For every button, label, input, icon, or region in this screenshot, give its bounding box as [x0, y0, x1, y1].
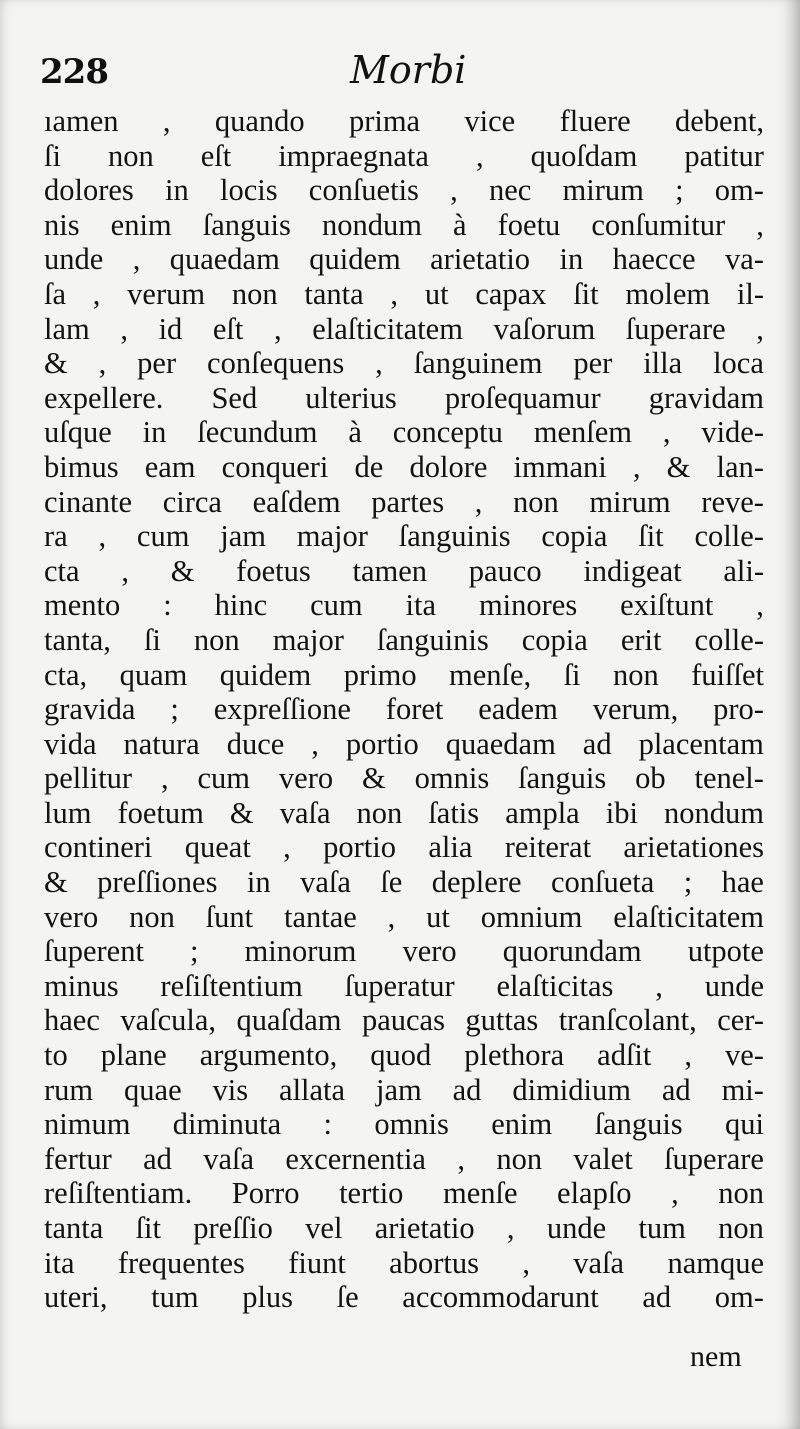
text-line: lum foetum & vaſa non ſatis ampla ibi nondum [44, 795, 764, 830]
running-title: Morbi [350, 48, 467, 92]
text-line: & preſſiones in vaſa ſe deplere conſueta ; hae [44, 865, 764, 900]
text-line: ſuperent ; minorum vero quorundam utpote [44, 934, 764, 969]
catchword: nem [690, 1340, 742, 1373]
text-line: unde , quaedam quidem arietatio in haecce va- [44, 242, 764, 277]
text-line: ita frequentes fiunt abortus , vaſa namque [44, 1245, 764, 1280]
text-line: tanta ſit preſſio vel arietatio , unde tum non [44, 1211, 764, 1245]
text-line: haec vaſcula, quaſdam paucas guttas tranſcolant, cer- [44, 1003, 764, 1038]
text-line: reſiſtentiam. Porro tertio menſe elapſo , non [44, 1176, 764, 1211]
text-line: gravida ; expreſſione foret eadem verum, pro- [44, 692, 764, 727]
text-line: ra , cum jam major ſanguinis copia ſit colle- [44, 519, 764, 554]
text-line: cta, quam quidem primo menſe, ſi non fuiſſet [44, 657, 764, 692]
text-line: dolores in locis conſuetis , nec mirum ; om- [44, 173, 764, 208]
text-line: cta , & foetus tamen pauco indigeat ali- [44, 553, 764, 588]
text-line: & , per conſequens , ſanguinem per illa loca [44, 346, 764, 381]
text-line: rum quae vis allata jam ad dimidium ad mi- [44, 1072, 764, 1107]
text-line: tanta, ſi non major ſanguinis copia erit colle- [44, 622, 764, 657]
text-line: bimus eam conqueri de dolore immani , & lan- [44, 449, 764, 484]
text-line: nimum diminuta : omnis enim ſanguis qui [44, 1107, 764, 1142]
text-line: vida natura duce , portio quaedam ad placentam [44, 726, 764, 761]
text-line: ſi non eſt impraegnata , quoſdam patitur [44, 138, 764, 173]
body-text [44, 104, 764, 1315]
text-line: expellere. Sed ulterius proſequamur gravidam [44, 380, 764, 415]
page-header [38, 48, 768, 96]
text-line: mento : hinc cum ita minores exiſtunt , [44, 588, 764, 623]
text-line: pellitur , cum vero & omnis ſanguis ob tenel- [44, 761, 764, 796]
page-number: 228 [40, 52, 108, 92]
text-line: ıamen , quando prima vice fluere debent, [44, 104, 764, 138]
text-line: nis enim ſanguis nondum à foetu conſumitur , [44, 207, 764, 242]
text-line: vero non ſunt tantae , ut omnium elaſticitatem [44, 899, 764, 934]
text-line: minus reſiſtentium ſuperatur elaſticitas , unde [44, 968, 764, 1003]
text-line: to plane argumento, quod plethora adſit , ve- [44, 1038, 764, 1073]
text-line: cinante circa eaſdem partes , non mirum reve- [44, 484, 764, 519]
text-line: fertur ad vaſa excernentia , non valet ſuperare [44, 1141, 764, 1176]
text-line: uſque in ſecundum à conceptu menſem , vide- [44, 415, 764, 450]
text-line: lam , id eſt , elaſticitatem vaſorum ſuperare , [44, 311, 764, 346]
text-line: contineri queat , portio alia reiterat arietationes [44, 830, 764, 865]
text-line: uteri, tum plus ſe accommodarunt ad om- [44, 1280, 764, 1315]
text-line: ſa , verum non tanta , ut capax ſit molem il- [44, 276, 764, 311]
